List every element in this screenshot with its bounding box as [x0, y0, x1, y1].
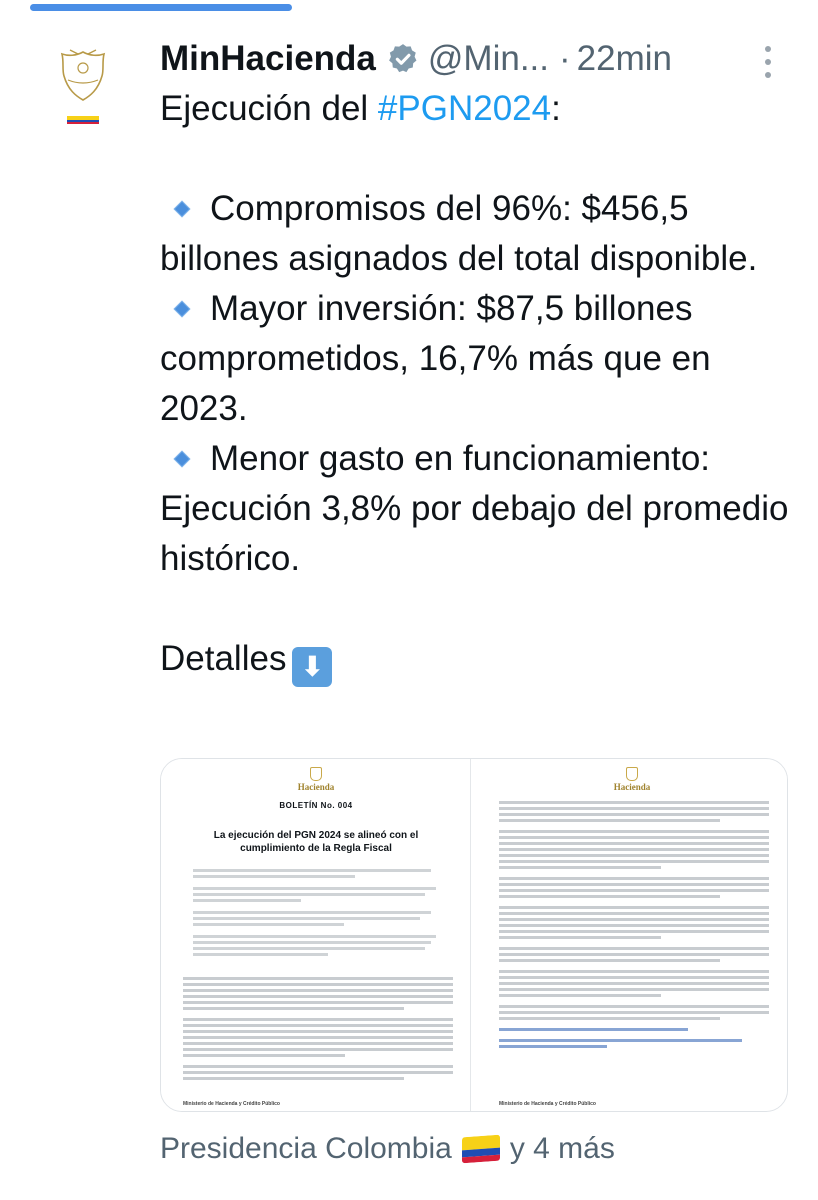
- bullet-item: [160, 284, 790, 434]
- scroll-indicator[interactable]: [30, 4, 292, 11]
- doc1-logo-text: Hacienda: [297, 782, 335, 792]
- tweet-header: [160, 36, 778, 82]
- down-arrow-emoji-icon: ⬇: [292, 647, 332, 687]
- hashtag-link[interactable]: #PGN2024: [377, 89, 552, 128]
- media-image-2[interactable]: [471, 759, 787, 1111]
- intro-text: Ejecución del: [160, 89, 378, 128]
- bullet-item: [160, 184, 790, 284]
- author-name[interactable]: MinHacienda: [160, 39, 376, 78]
- blue-diamond-icon: [174, 300, 191, 317]
- doc-paragraphs: [183, 977, 453, 1083]
- bullet-text: Mayor inversión: $87,5 billones comprometidos, 16,7% más que en 2023.: [160, 289, 711, 428]
- media-image-1[interactable]: [161, 759, 471, 1111]
- hacienda-logo: [161, 767, 471, 792]
- header-separator: ·: [559, 39, 571, 78]
- bullet-item: [160, 434, 790, 584]
- details-line: [160, 634, 790, 687]
- social-context[interactable]: [160, 1132, 615, 1166]
- intro-suffix: :: [551, 89, 561, 128]
- doc-footer: Ministerio de Hacienda y Crédito Público: [499, 1101, 596, 1107]
- tweet-intro: [160, 84, 790, 134]
- tweet-text: [160, 84, 790, 687]
- details-text: Detalles: [160, 639, 287, 678]
- verified-badge-icon: [386, 42, 420, 76]
- author-handle[interactable]: @Min...: [427, 39, 549, 78]
- hacienda-logo: [477, 767, 787, 792]
- media-attachment[interactable]: [160, 758, 788, 1112]
- boletin-number: BOLETÍN No. 004: [279, 801, 353, 810]
- doc2-logo-text: Hacienda: [613, 782, 651, 792]
- timestamp[interactable]: 22min: [576, 39, 672, 78]
- doc-footer: Ministerio de Hacienda y Crédito Público: [183, 1101, 280, 1107]
- bullet-text: Compromisos del 96%: $456,5 billones asignados del total disponible.: [160, 189, 758, 278]
- doc-title: La ejecución del PGN 2024 se alineó con el cumplimiento de la Regla Fiscal: [213, 830, 419, 854]
- doc-paragraphs: [499, 801, 769, 1051]
- more-options-icon[interactable]: [758, 46, 778, 78]
- blue-diamond-icon: [174, 200, 191, 217]
- colombia-flag-icon: [462, 1135, 500, 1164]
- social-context-more: y 4 más: [509, 1132, 615, 1165]
- bullet-text: Menor gasto en funcionamiento: Ejecución 3,8% por debajo del promedio histórico.: [160, 439, 789, 578]
- doc-bullets: [183, 869, 453, 959]
- coat-of-arms-icon: [50, 46, 116, 128]
- social-context-name: Presidencia Colombia: [160, 1132, 452, 1165]
- blue-diamond-icon: [174, 450, 191, 467]
- avatar[interactable]: [50, 46, 116, 128]
